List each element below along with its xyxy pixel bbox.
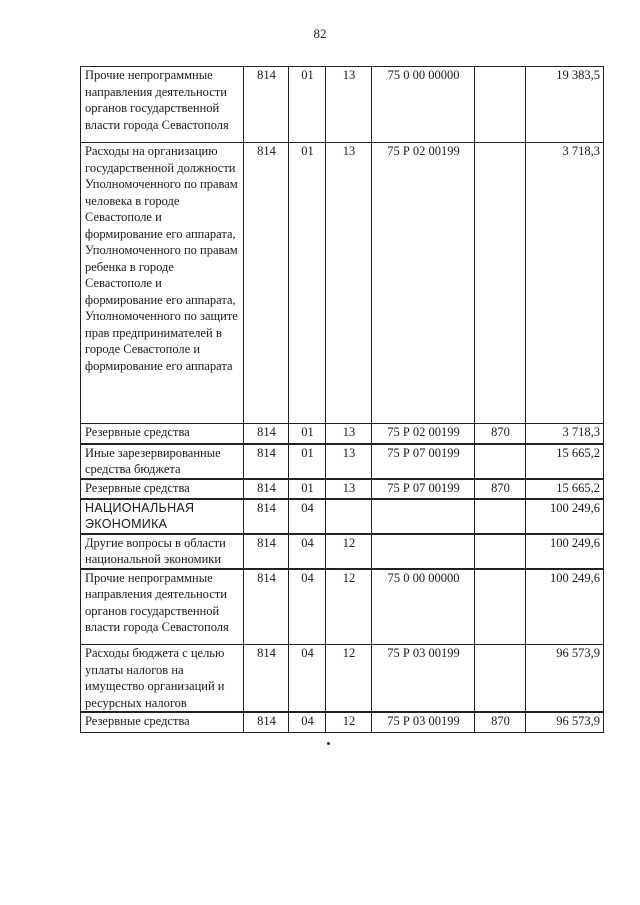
- row-sum: 96 573,9: [526, 645, 604, 713]
- row-prz: 13: [326, 424, 372, 444]
- row-rz: 01: [289, 444, 326, 479]
- row-csr: 75 Р 03 00199: [372, 712, 475, 732]
- row-prz: 13: [326, 67, 372, 143]
- row-vr: 870: [475, 712, 526, 732]
- row-name: Расходы на организацию государственной должности Уполномоченного по правам человека в городе Севастополе и формирование его аппарата, Уполномоченного по правам ребенка в городе Севастополе и формирование его аппарата, Уполномоченного по защите прав предпринимателей в городе Севастополе и формирование его аппарата: [81, 143, 244, 424]
- row-name: НАЦИОНАЛЬНАЯ ЭКОНОМИКА: [81, 499, 244, 534]
- row-sum: 100 249,6: [526, 534, 604, 569]
- table-row: [81, 424, 604, 444]
- scan-speck: [327, 742, 330, 745]
- row-prz: 12: [326, 534, 372, 569]
- row-csr: [372, 534, 475, 569]
- row-ved: 814: [244, 444, 289, 479]
- row-name: Иные зарезервированные средства бюджета: [81, 444, 244, 479]
- row-vr: [475, 645, 526, 713]
- row-prz: 12: [326, 712, 372, 732]
- row-vr: [475, 67, 526, 143]
- row-vr: [475, 499, 526, 534]
- row-rz: 04: [289, 712, 326, 732]
- row-name: Расходы бюджета с целью уплаты налогов на имущество организаций и ресурсных налогов: [81, 645, 244, 713]
- table-row: [81, 444, 604, 479]
- row-rz: 01: [289, 143, 326, 424]
- row-sum: 15 665,2: [526, 444, 604, 479]
- row-prz: [326, 499, 372, 534]
- row-ved: 814: [244, 479, 289, 499]
- row-ved: 814: [244, 67, 289, 143]
- budget-table: [80, 66, 604, 733]
- row-rz: 04: [289, 534, 326, 569]
- row-prz: 13: [326, 444, 372, 479]
- row-sum: 96 573,9: [526, 712, 604, 732]
- row-csr: 75 Р 02 00199: [372, 143, 475, 424]
- row-csr: 75 0 00 00000: [372, 67, 475, 143]
- row-prz: 12: [326, 645, 372, 713]
- table-row: [81, 499, 604, 534]
- row-ved: 814: [244, 499, 289, 534]
- row-name: Прочие непрограммные направления деятельности органов государственной власти города Севастополя: [81, 569, 244, 645]
- table-row: [81, 712, 604, 732]
- row-ved: 814: [244, 424, 289, 444]
- row-name: Прочие непрограммные направления деятельности органов государственной власти города Севастополя: [81, 67, 244, 143]
- row-prz: 13: [326, 143, 372, 424]
- row-rz: 01: [289, 479, 326, 499]
- table-row: [81, 479, 604, 499]
- row-rz: 01: [289, 67, 326, 143]
- row-vr: 870: [475, 424, 526, 444]
- page-number: 82: [313, 26, 327, 41]
- row-vr: [475, 444, 526, 479]
- table-row: [81, 143, 604, 424]
- row-name: Резервные средства: [81, 424, 244, 444]
- row-sum: 100 249,6: [526, 499, 604, 534]
- row-sum: 100 249,6: [526, 569, 604, 645]
- row-csr: 75 Р 07 00199: [372, 479, 475, 499]
- table-row: [81, 67, 604, 143]
- row-vr: 870: [475, 479, 526, 499]
- row-csr: 75 0 00 00000: [372, 569, 475, 645]
- row-prz: 12: [326, 569, 372, 645]
- row-ved: 814: [244, 712, 289, 732]
- row-rz: 04: [289, 645, 326, 713]
- row-csr: [372, 499, 475, 534]
- table-row: [81, 534, 604, 569]
- row-vr: [475, 569, 526, 645]
- row-sum: 19 383,5: [526, 67, 604, 143]
- row-name: Другие вопросы в области национальной экономики: [81, 534, 244, 569]
- row-sum: 3 718,3: [526, 143, 604, 424]
- row-name: Резервные средства: [81, 712, 244, 732]
- row-csr: 75 Р 02 00199: [372, 424, 475, 444]
- row-rz: 04: [289, 569, 326, 645]
- row-ved: 814: [244, 569, 289, 645]
- row-rz: 01: [289, 424, 326, 444]
- row-ved: 814: [244, 534, 289, 569]
- row-rz: 04: [289, 499, 326, 534]
- row-vr: [475, 534, 526, 569]
- row-name: Резервные средства: [81, 479, 244, 499]
- row-sum: 15 665,2: [526, 479, 604, 499]
- row-ved: 814: [244, 645, 289, 713]
- row-csr: 75 Р 07 00199: [372, 444, 475, 479]
- row-vr: [475, 143, 526, 424]
- row-sum: 3 718,3: [526, 424, 604, 444]
- row-prz: 13: [326, 479, 372, 499]
- table-row: [81, 569, 604, 645]
- table-row: [81, 645, 604, 713]
- row-ved: 814: [244, 143, 289, 424]
- row-csr: 75 Р 03 00199: [372, 645, 475, 713]
